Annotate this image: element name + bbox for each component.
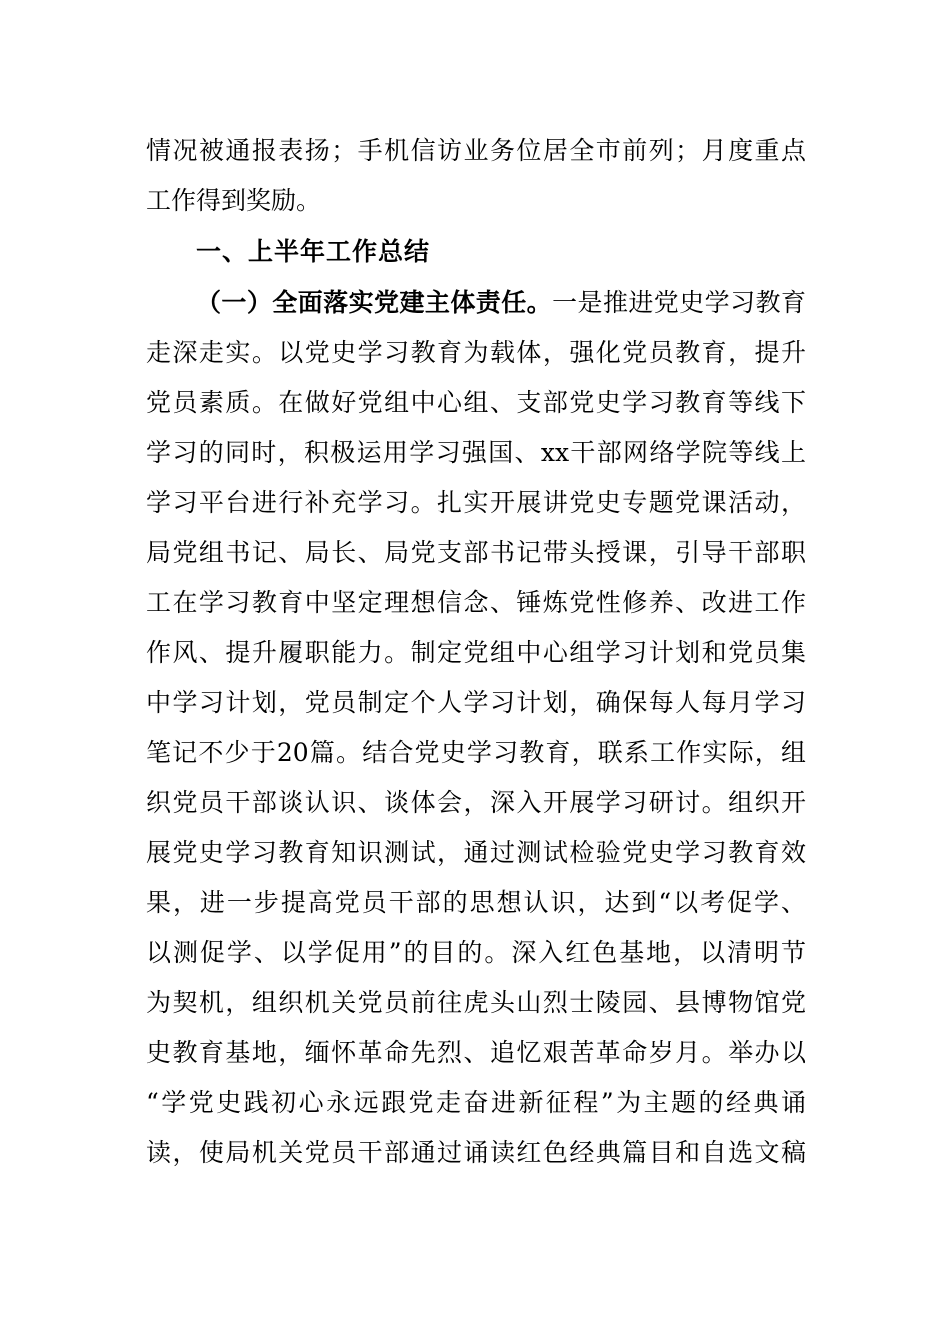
subsection-lead-line <box>196 288 806 318</box>
body-line-9: 笔记不少于20篇。结合党史学习教育，联系工作实际，组 <box>146 738 806 767</box>
body-line-7: 作风、提升履职能力。制定党组中心组学习计划和党员集 <box>146 638 806 667</box>
body-line-4: 学习平台进行补充学习。扎实开展讲党史专题党课活动， <box>146 488 806 517</box>
subsection-lead-text: 一是推进党史学习教育 <box>552 288 806 317</box>
body-line-1: 走深走实。以党史学习教育为载体，强化党员教育，提升 <box>146 338 806 367</box>
body-line-5: 局党组书记、局长、局党支部书记带头授课，引导干部职 <box>146 538 806 567</box>
body-line-13: 以测促学、以学促用”的目的。深入红色基地，以清明节 <box>146 938 806 967</box>
body-line-12: 果，进一步提高党员干部的思想认识，达到“以考促学、 <box>146 888 806 917</box>
body-line-16: “学党史践初心永远跟党走奋进新征程”为主题的经典诵 <box>146 1088 806 1117</box>
body-line-3: 学习的同时，积极运用学习强国、xx干部网络学院等线上 <box>146 438 806 467</box>
body-line-6: 工在学习教育中坚定理想信念、锤炼党性修养、改进工作 <box>146 588 806 617</box>
body-line-2: 党员素质。在做好党组中心组、支部党史学习教育等线下 <box>146 388 806 417</box>
body-line-10: 织党员干部谈认识、谈体会，深入开展学习研讨。组织开 <box>146 788 806 817</box>
body-line-17: 读，使局机关党员干部通过诵读红色经典篇目和自选文稿 <box>146 1138 806 1167</box>
body-line-14: 为契机，组织机关党员前往虎头山烈士陵园、县博物馆党 <box>146 988 806 1017</box>
body-line-15: 史教育基地，缅怀革命先烈、追忆艰苦革命岁月。举办以 <box>146 1038 806 1067</box>
body-line-11: 展党史学习教育知识测试，通过测试检验党史学习教育效 <box>146 838 806 867</box>
body-line-8: 中学习计划，党员制定个人学习计划，确保每人每月学习 <box>146 688 806 717</box>
section-heading: 一、上半年工作总结 <box>196 237 431 266</box>
paragraph-line-2: 工作得到奖励。 <box>146 186 322 215</box>
paragraph-line-1: 情况被通报表扬；手机信访业务位居全市前列；月度重点 <box>146 136 806 165</box>
subsection-title: （一）全面落实党建主体责任。 <box>196 288 553 317</box>
